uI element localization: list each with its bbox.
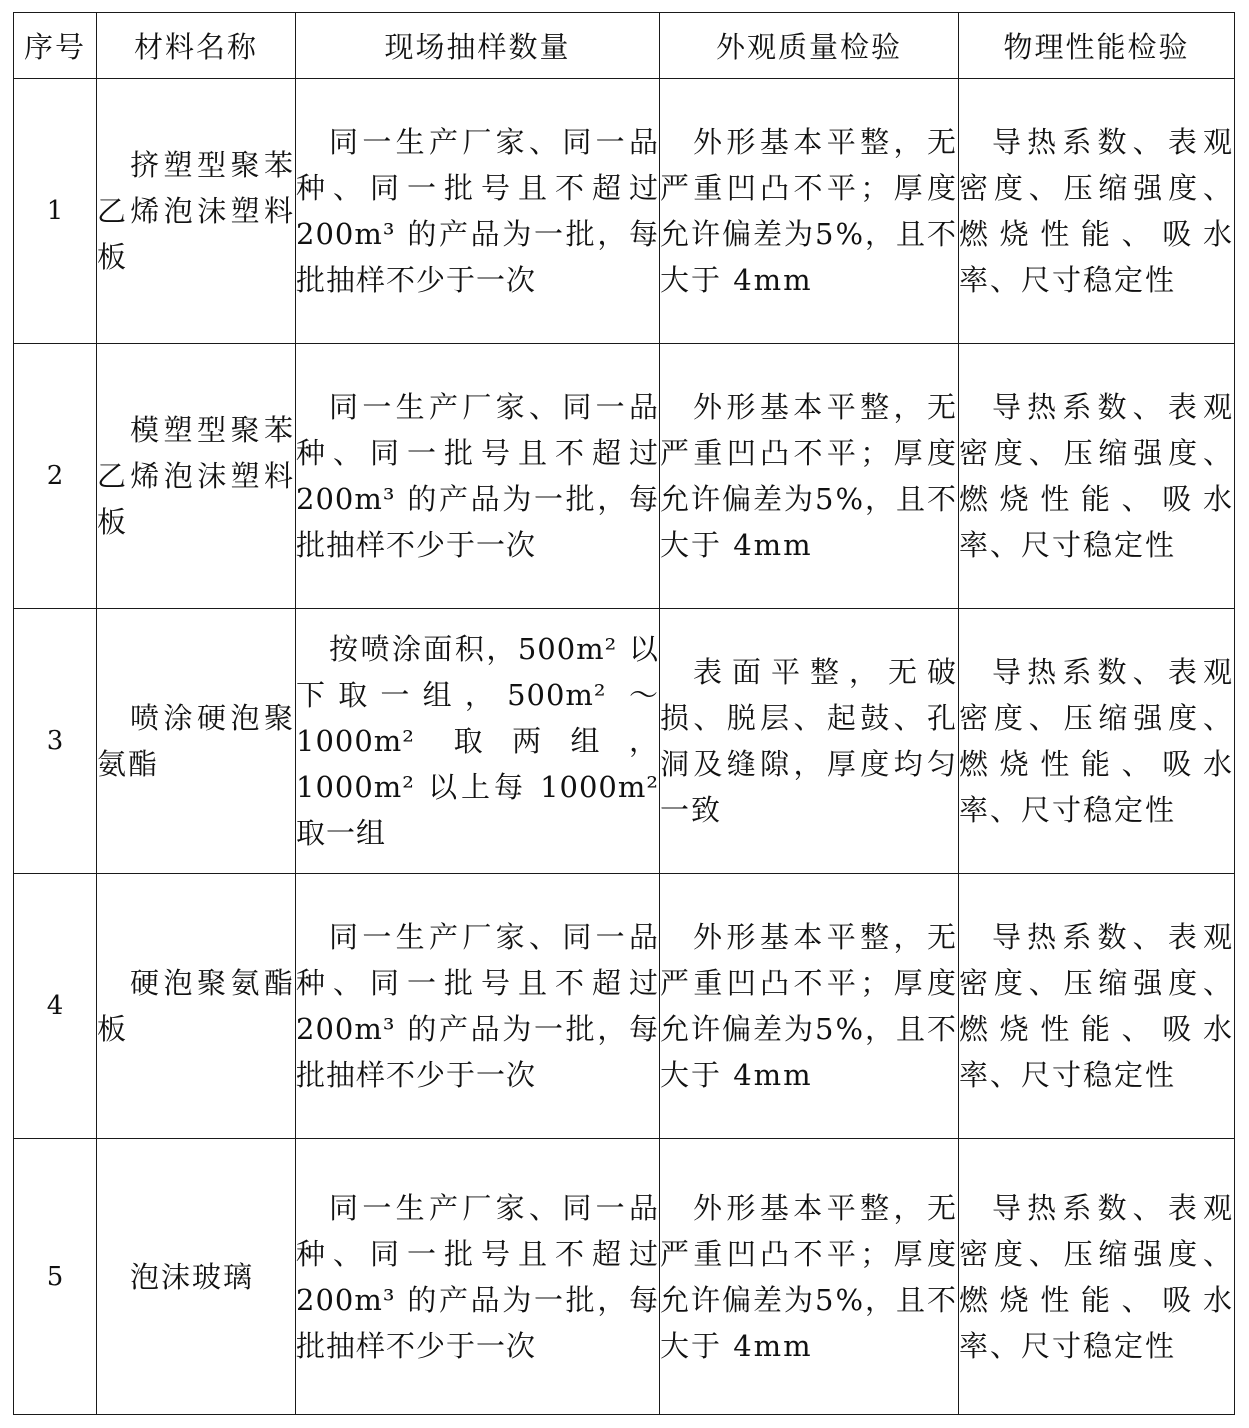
physical-inspection: 导热系数、表观密度、压缩强度、燃烧性能、吸水率、尺寸稳定性 [959,1139,1235,1415]
row-number: 3 [14,609,97,874]
header-sampling-quantity: 现场抽样数量 [296,13,660,79]
appearance-inspection: 外形基本平整，无严重凹凸不平；厚度允许偏差为5%，且不大于 4mm [660,344,959,609]
table-row [14,1139,1235,1415]
sampling-quantity: 同一生产厂家、同一品种、同一批号且不超过 200m³ 的产品为一批，每批抽样不少于一次 [296,874,660,1139]
physical-inspection: 导热系数、表观密度、压缩强度、燃烧性能、吸水率、尺寸稳定性 [959,79,1235,344]
header-material-name: 材料名称 [97,13,296,79]
table-row [14,344,1235,609]
header-appearance-inspection: 外观质量检验 [660,13,959,79]
physical-inspection: 导热系数、表观密度、压缩强度、燃烧性能、吸水率、尺寸稳定性 [959,344,1235,609]
table-row [14,874,1235,1139]
table-row [14,609,1235,874]
sampling-quantity: 同一生产厂家、同一品种、同一批号且不超过 200m³ 的产品为一批，每批抽样不少于一次 [296,344,660,609]
table-row [14,79,1235,344]
material-name: 喷涂硬泡聚氨酯 [97,609,296,874]
row-number: 1 [14,79,97,344]
appearance-inspection: 外形基本平整，无严重凹凸不平；厚度允许偏差为5%，且不大于 4mm [660,874,959,1139]
appearance-inspection: 表面平整，无破损、脱层、起鼓、孔洞及缝隙，厚度均匀一致 [660,609,959,874]
appearance-inspection: 外形基本平整，无严重凹凸不平；厚度允许偏差为5%，且不大于 4mm [660,79,959,344]
row-number: 5 [14,1139,97,1415]
sampling-quantity: 按喷涂面积，500m² 以下取一组，500m² ～ 1000m² 取两组，1000m² 以上每 1000m² 取一组 [296,609,660,874]
material-inspection-table [13,12,1235,1415]
physical-inspection: 导热系数、表观密度、压缩强度、燃烧性能、吸水率、尺寸稳定性 [959,609,1235,874]
row-number: 4 [14,874,97,1139]
sampling-quantity: 同一生产厂家、同一品种、同一批号且不超过 200m³ 的产品为一批，每批抽样不少于一次 [296,79,660,344]
material-name: 硬泡聚氨酯板 [97,874,296,1139]
material-name: 挤塑型聚苯乙烯泡沫塑料板 [97,79,296,344]
physical-inspection: 导热系数、表观密度、压缩强度、燃烧性能、吸水率、尺寸稳定性 [959,874,1235,1139]
material-name: 泡沫玻璃 [97,1139,296,1415]
sampling-quantity: 同一生产厂家、同一品种、同一批号且不超过 200m³ 的产品为一批，每批抽样不少于一次 [296,1139,660,1415]
table-header-row [14,13,1235,79]
appearance-inspection: 外形基本平整，无严重凹凸不平；厚度允许偏差为5%，且不大于 4mm [660,1139,959,1415]
header-physical-inspection: 物理性能检验 [959,13,1235,79]
row-number: 2 [14,344,97,609]
material-name: 模塑型聚苯乙烯泡沫塑料板 [97,344,296,609]
header-no: 序号 [14,13,97,79]
